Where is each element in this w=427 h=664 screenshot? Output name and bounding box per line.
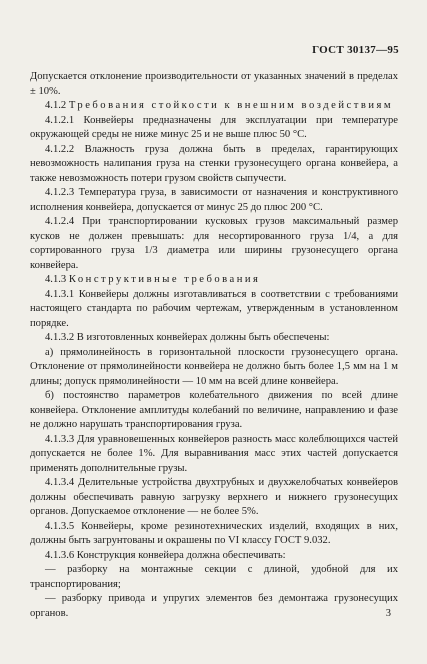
page-number: 3: [385, 608, 391, 619]
paragraph-4-1-3-6: 4.1.3.6 Конструкция конвейера должна обеспечивать:: [45, 549, 286, 561]
paragraph-4-1-2-3: 4.1.2.3 Температура груза, в зависимости от назначения и конструктивного исполнения конвейера, допускается от минус 25 до плюс 200 °С.: [30, 187, 398, 213]
paragraph-4-1-2-2: 4.1.2.2 Влажность груза должна быть в пределах, гарантирующих невозможность налипания груза на стенки грузонесущего органа конвейера, а также невозможность потери грузом свойств сыпучести.: [30, 143, 398, 184]
paragraph-item-a: а) прямолинейность в горизонтальной плоскости грузонесущего органа. Отклонение от прямолинейности конвейера не должно быть более 1,5 мм на 1 м длины; допуск прямолинейности — 10 мм на всей длине конвейера.: [30, 346, 398, 387]
section-number: 4.1.2: [45, 100, 69, 111]
section-title: Требования стойкости к внешним воздействиям: [68, 100, 394, 111]
list-item-dash-2: — разборку привода и упругих элементов без демонтажа грузонесущих органов.: [30, 593, 398, 619]
paragraph-item-b: б) постоянство параметров колебательного движения по всей длине конвейера. Отклонение амплитуды колебаний по величине, направлению и фазе не должно нарушать транспортирования груза.: [30, 390, 398, 430]
section-title: Конструктивные требования: [68, 274, 261, 285]
paragraph-tolerance: Допускается отклонение производительности от указанных значений в пределах ± 10%.: [30, 71, 398, 97]
section-heading-design: [30, 273, 398, 288]
section-heading-resistance: [30, 99, 398, 114]
paragraph-4-1-2-4: 4.1.2.4 При транспортировании кусковых грузов максимальный размер кусков не должен превышать: для несортированного груза 1/4, а для сортированного груза 1/3 диаметра или ширины грузонесущего органа конвейера.: [30, 216, 398, 271]
page-body: [30, 70, 398, 621]
paragraph-4-1-3-2: 4.1.3.2 В изготовленных конвейерах должны быть обеспечены:: [45, 332, 330, 343]
paragraph-4-1-3-5: 4.1.3.5 Конвейеры, кроме резинотехнических изделий, входящих в них, должны быть загрунтованы и окрашены по VI классу ГОСТ 9.032.: [30, 520, 398, 546]
paragraph-4-1-3-4: 4.1.3.4 Делительные устройства двухтрубных и двухжелобчатых конвейеров должны обеспечивать равную загрузку верхнего и нижнего грузонесущих органов. Допускаемое отклонение — не более 5%.: [30, 477, 398, 517]
section-number: 4.1.3: [45, 274, 69, 285]
standard-header: ГОСТ 30137—95: [312, 44, 399, 56]
paragraph-4-1-2-1: 4.1.2.1 Конвейеры предназначены для эксплуатации при температуре окружающей среды не ниже минус 25 и не выше плюс 50 °С.: [30, 114, 398, 140]
paragraph-4-1-3-1: 4.1.3.1 Конвейеры должны изготавливаться в соответствии с требованиями настоящего стандарта по рабочим чертежам, утвержденным в установленном порядке.: [30, 288, 398, 329]
paragraph-4-1-3-3: 4.1.3.3 Для уравновешенных конвейеров разность масс колеблющихся частей допускается не более 1%. Для выравнивания масс этих частей допускается применять дополнительные грузы.: [30, 433, 398, 474]
list-item-dash-1: — разборку на монтажные секции с длиной, удобной для их транспортирования;: [30, 564, 398, 590]
